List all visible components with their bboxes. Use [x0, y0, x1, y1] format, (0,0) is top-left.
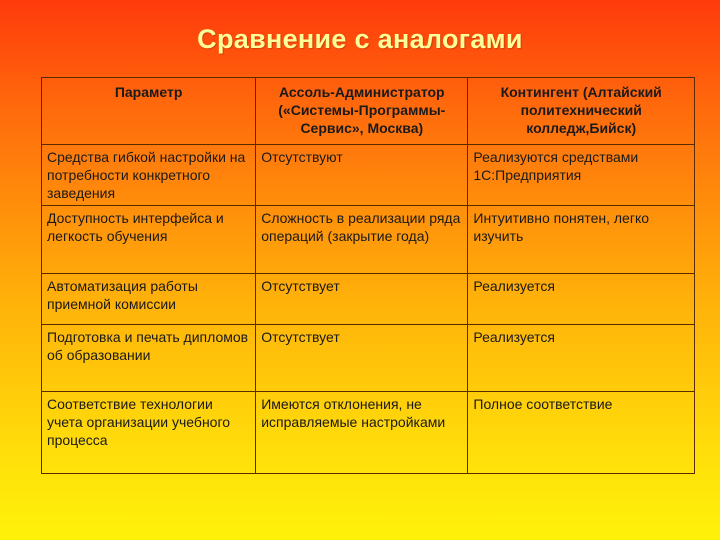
table-cell: Имеются отклонения, не исправляемые настройками	[256, 392, 468, 474]
table-cell: Сложность в реализации ряда операций (закрытие года)	[256, 206, 468, 274]
table-row	[42, 392, 695, 474]
table-cell: Подготовка и печать дипломов об образовании	[42, 325, 256, 392]
table-cell: Средства гибкой настройки на потребности конкретного заведения	[42, 145, 256, 206]
header-assol: Ассоль-Администратор («Системы-Программы-Сервис», Москва)	[256, 78, 468, 145]
table-row	[42, 325, 695, 392]
header-kontingent: Контингент (Алтайский политехнический колледж,Бийск)	[468, 78, 695, 145]
table-cell: Реализуется	[468, 325, 695, 392]
table-cell: Соответствие технологии учета организации учебного процесса	[42, 392, 256, 474]
table-cell: Отсутствует	[256, 274, 468, 325]
table-cell: Реализуются средствами 1С:Предприятия	[468, 145, 695, 206]
table-cell: Полное соответствие	[468, 392, 695, 474]
table-cell: Отсутствует	[256, 325, 468, 392]
table-cell: Доступность интерфейса и легкость обучения	[42, 206, 256, 274]
slide-title: Сравнение с аналогами	[197, 24, 523, 54]
table-cell: Отсутствуют	[256, 145, 468, 206]
table-cell: Интуитивно понятен, легко изучить	[468, 206, 695, 274]
table-header-row	[42, 78, 695, 145]
table-cell: Автоматизация работы приемной комиссии	[42, 274, 256, 325]
table-row	[42, 145, 695, 206]
table-cell: Реализуется	[468, 274, 695, 325]
comparison-table	[41, 77, 695, 474]
table-row	[42, 206, 695, 274]
header-parameter: Параметр	[42, 78, 256, 145]
table-row	[42, 274, 695, 325]
